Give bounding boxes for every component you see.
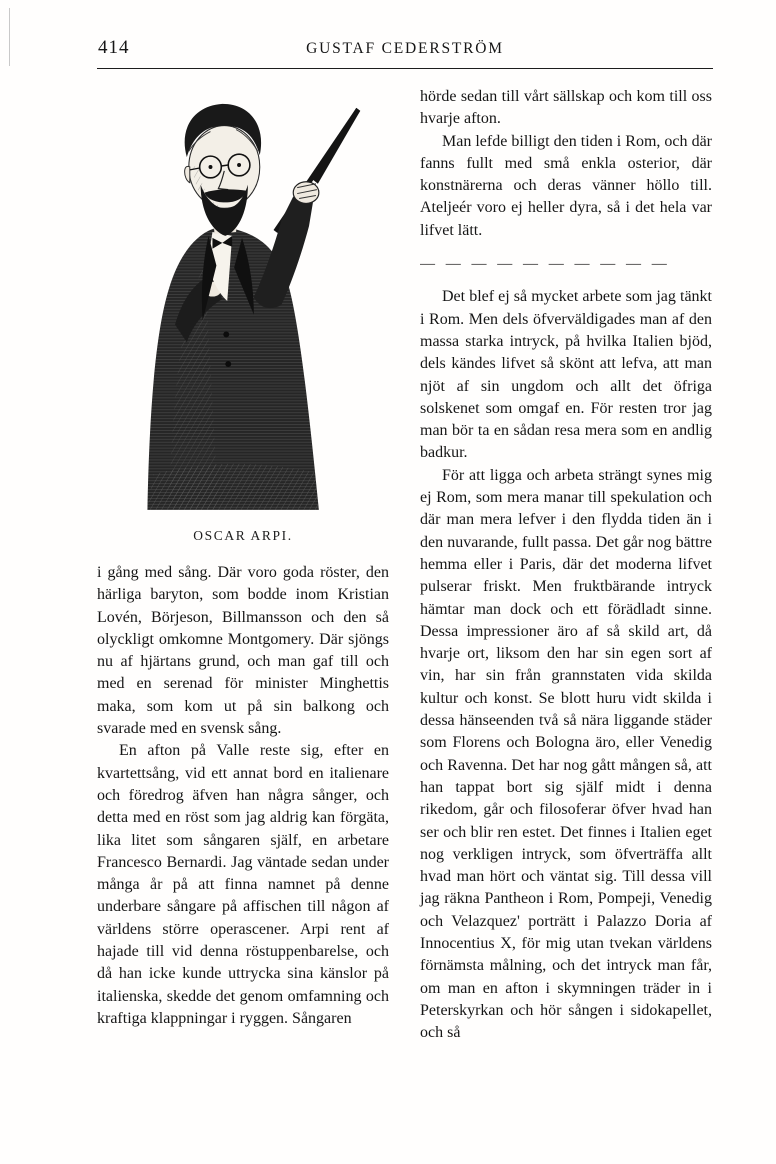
body-paragraph: i gång med sång. Där voro goda röster, den härliga baryton, som bodde inom Kristian Lovén, Börjeson, Billmansson och den så olyckligt omkomne Montgomery. Där sjöngs nu af hjärtans grund, och man gaf till och med en serenad för minister Minghettis maka, som kom ut på sin balkong och svarade med en svensk sång.: [97, 564, 389, 738]
portrait-engraving: [110, 86, 376, 510]
page-header: [97, 36, 713, 63]
body-paragraph: En afton på Valle reste sig, efter en kvartettsång, vid ett annat bord en italienare och föredrog äfven han några sånger, och detta med en röst som jag aldrig kan förgäta, lika litet som sångaren själf, en arbetare Francesco Bernardi. Jag väntade sedan under många år på att finna namnet på denne underbare sångare på affischen till någon af världens större operascener. Arpi rent af hajade till vid denna röstuppenbarelse, och då han icke kunde uttrycka sina känslor på italienska, skedde det genom omfamning och kraftiga klappningar i ryggen. Sångaren: [97, 742, 389, 1027]
portrait-figure: [97, 86, 389, 544]
body-paragraph: Man lefde billigt den tiden i Rom, och där fanns fullt med små enkla osterior, där konstnärerna och deras vänner höllo till. Ateljeér voro ej heller dyra, så i det hela var lifvet lätt.: [420, 132, 712, 239]
oscar-arpi-engraving-image: [110, 86, 376, 510]
running-header-title: GUSTAF CEDERSTRÖM: [306, 40, 504, 57]
header-rule: [97, 68, 713, 69]
text-columns: [97, 86, 713, 1044]
section-divider: — — — — — — — — — —: [420, 256, 667, 273]
left-column: [97, 86, 389, 1044]
portrait-caption: OSCAR ARPI.: [193, 528, 293, 543]
right-column: [420, 86, 712, 1044]
body-paragraph: Det blef ej så mycket arbete som jag tänkt i Rom. Men dels öfverväldigades man af den massa starka intryck, på hvilka Italien bjöd, dels kändes lifvet så skönt att lefva, att man njöt af sin ungdom och allt det öfriga solskenet som omgaf en. För resten tror jag man bör ta en sådan resa mera som en andlig badkur.: [420, 288, 712, 462]
page-number: 414: [98, 37, 130, 58]
body-paragraph: hörde sedan till vårt sällskap och kom till oss hvarje afton.: [420, 88, 712, 128]
scan-artifact-line: [9, 8, 10, 66]
body-paragraph: För att ligga och arbeta strängt synes mig ej Rom, som mera manar till spekulation och där man mera lefver i den flydda tiden än i den nuvarande, fullt passa. Det går nog bättre hemma eller i Paris, där det moderna lifvet pulserar friskt. Men fruktbärande intryck hämtar man dock och ett förädladt sinne. Dessa impressioner äro af så skild art, då hvarje ort, liksom den har sin egen sort af vin, har sin från grannstaten vida skilda kultur och konst. Se blott huru vidt skilda i dessa hänseenden två så nära liggande städer som Florens och Bologna äro, eller Venedig och Ravenna. Det har nog gått mången så, att han tappat bort sig själf midt i denna rikedom, går och filosoferar öfver hvad han ser och blir ren estet. Det finnes i Italien eget nog verkligen intryck, som öfverträffa allt hvad man hört och väntat sig. Till dessa vill jag räkna Pantheon i Rom, Pompeji, Venedig och Velazquez' porträtt i Palazzo Doria af Innocentius X, för mig utan tvekan världens förnämsta målning, och det intryck man får, om man en afton i skymningen träder in i Peterskyrkan och hör sången i sidokapellet, och så: [420, 466, 712, 1042]
